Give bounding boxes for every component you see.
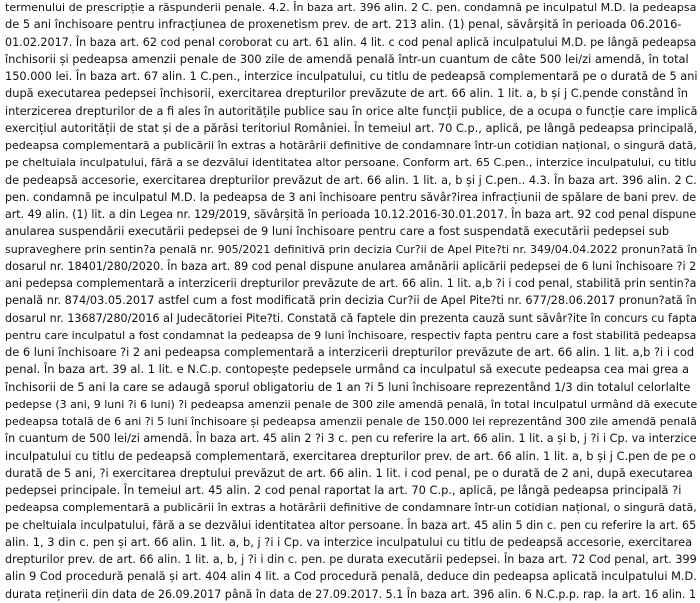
text-line: anularea suspendării executării pedepsei de 9 luni închisoare pentru care a fost suspendată executării pedepsei sub xyxy=(5,224,670,239)
text-line: în cuantum de 500 lei/zi amendă. În baza art. 45 alin 2 ?i 3 c. pen cu referire la art. 66 alin. 1 lit. a și b, j ?i i Cp. va interzice xyxy=(5,432,697,446)
text-line: alin. 1, 3 din c. pen și art. 66 alin. 1 lit. a, b, j ?i i Cp. va interzice inculpatului cu titlu de pedeapsă accesorie, exercitarea xyxy=(5,534,693,549)
text-line: pentru care inculpatul a fost condamnat la pedeapsa de 9 luni închisoare, respectiv fapta pentru care a fost stabilită pedeapsa xyxy=(5,328,697,342)
text-line: pedeapsa totală de 6 ani ?i 5 luni închisoare și pedeapsa amenzii penale de 150.000 lei reprezentând 300 zile amendă penală xyxy=(5,415,697,428)
text-line: inculpatului cu titlu de pedeapsă complementară, exercitarea drepturilor prev. de art. 66 alin. 1 lit. a, b și j C.pen de pe o xyxy=(5,448,696,463)
text-line: termenului de prescripție a răspunderii penale. 4.2. În baza art. 396 alin. 2 C. pen. condamnă pe inculpatul M.D. la pedeapsa xyxy=(5,1,697,14)
text-line: de 5 ani închisoare pentru infracțiunea de proxenetism prev. de art. 213 alin. (1) penal, săvârșită în perioada 06.2016- xyxy=(5,17,682,32)
text-line: de pedeapsă accesorie, exercitarea drepturilor prevăzut de art. 66 alin. 1 lit. a, b și j C.pen.. 4.3. În baza art. 396 alin. 2 C. xyxy=(5,173,697,187)
text-line: drepturilor prev. de art. 66 alin. 1 lit. a, b, j ?i i din c. pen. pe durata executării pedepsei. În baza art. 72 Cod penal, art. 399 xyxy=(5,553,697,566)
text-line: 01.02.2017. În baza art. 62 cod penal coroborat cu art. 61 alin. 4 lit. c cod penal aplică inculpatului M.D. pe lângă pedeapsa xyxy=(5,35,697,49)
text-line: penal. În baza art. 39 al. 1 lit. e N.C.p. contopește pedepsele urmând ca inculpatul să execute pedeapsa cea mai grea a xyxy=(5,362,689,377)
document-body xyxy=(5,0,697,603)
text-line: pe cheltuiala inculpatului, fără a se dezvălui identitatea altor persoane. În baza art. 45 alin 5 din c. pen cu referire la art. 65 xyxy=(5,518,697,532)
text-line: durata reținerii din data de 26.09.2017 până în data de 27.09.2017. 5.1 În baza art. 396 alin. 6 N.C.p.p. rap. la art. 16 alin. 1 xyxy=(5,587,696,601)
text-line: pen. condamnă pe inculpatul M.D. la pedeapsa de 3 ani închisoare pentru săvâr?irea infracțiunii de spălare de bani prev. de xyxy=(5,190,697,204)
text-line: alin 9 Cod procedură penală și art. 404 alin 4 lit. a Cod procedură penală, deduce din pedeapsa aplicată inculpatului M.D. xyxy=(5,569,697,584)
text-line: penală nr. 874/03.05.2017 astfel cum a fost modificată prin decizia Cur?ii de Apel Pite?ti nr. 677/28.06.2017 pronun?ată în xyxy=(5,294,697,308)
text-line: închisorii și pedeapsa amenzii penale de 300 zile de amendă penală într-un cuantum de câte 500 lei/zi amendă, în total xyxy=(5,51,689,66)
text-line: pedeapsa complementară a publicării în extras a hotărârii definitive de condamnare într-un cotidian național, o singură dată, xyxy=(5,139,697,152)
text-line: pedepse (3 ani, 9 luni ?i 6 luni) ?i pedeapsa amenzii penale de 300 zile amendă penală, în total inculpatul urmând dă execute xyxy=(5,397,698,411)
text-line: pedeapsa complementară a publicării în extras a hotărârii definitive de condamnare într-un cotidian național, o singură dată, xyxy=(5,501,697,515)
text-line: de 6 luni închisoare ?i 2 ani pedeapsa complementară a interzicerii drepturilor prevăzute de art. 66 alin. 1 lit. a,b ?i i cod xyxy=(5,345,695,359)
text-line: pe cheltuiala inculpatului, fără a se dezvălui identitatea altor persoane. Conform art. 65 C.pen., interzice inculpatului, cu titlu xyxy=(5,156,697,170)
text-line: închisorii de 5 ani la care se adaugă sporul obligatoriu de 1 an ?i 5 luni închisoare reprezentând 1/3 din totalul celorlalte xyxy=(5,379,691,394)
text-line: 150.000 lei. În baza art. 67 alin. 1 C.pen., interzice inculpatului, cu titlu de pedeapsă complementară pe o durată de 5 ani xyxy=(5,69,698,83)
text-line: după executarea pedepsei închisorii, exercitarea drepturilor prevăzute de art. 66 alin. 1 lit. a, b și j C.pende constând în xyxy=(5,86,688,101)
text-line: dosarul nr. 18401/280/2020. În baza art. 89 cod penal dispune anularea amânării aplicării pedepsei de 6 luni închisoare ?i 2 xyxy=(5,259,697,273)
text-line: durată de 5 ani, ?i exercitarea dreptului prevăzut de art. 66 alin. 1 lit. i cod penal, pe o durată de 2 ani, după executarea xyxy=(5,465,693,480)
text-line: exercițiul autorității de stat și de a părăsi teritoriul României. În temeiul art. 70 C.p., aplică, pe lângă pedeapsa principală, xyxy=(5,120,698,135)
text-line: art. 49 alin. (1) lit. a din Legea nr. 129/2019, săvârșită în perioada 10.12.2016-30.01.2017. În baza art. 92 cod penal dispune xyxy=(5,208,697,221)
text-line: supraveghere prin sentin?a penală nr. 905/2021 definitivă prin decizia Cur?ii de Apel Pite?ti nr. 349/04.04.2022 pronun?ată în xyxy=(5,242,698,256)
text-line: pedepsei principale. În temeiul art. 45 alin. 2 cod penal raportat la art. 70 C.p., aplică, pe lângă pedeapsa principală ?i xyxy=(5,483,682,497)
text-line: ani pedepsa complementară a interzicerii drepturilor prevăzute de art. 66 alin. 1 lit. a,b ?i i cod penal, stabilită prin sentin?a xyxy=(5,277,697,290)
text-line: dosarul nr. 13687/280/2016 al Judecătoriei Pite?ti. Constată că faptele din prezenta cauză sunt săvâr?ite în concurs cu fapta xyxy=(5,311,697,325)
text-line: interzicerea drepturilor de a fi ales în autoritățile publice sau în orice alte funcții publice, de a ocupa o funcție care implică xyxy=(5,104,698,118)
